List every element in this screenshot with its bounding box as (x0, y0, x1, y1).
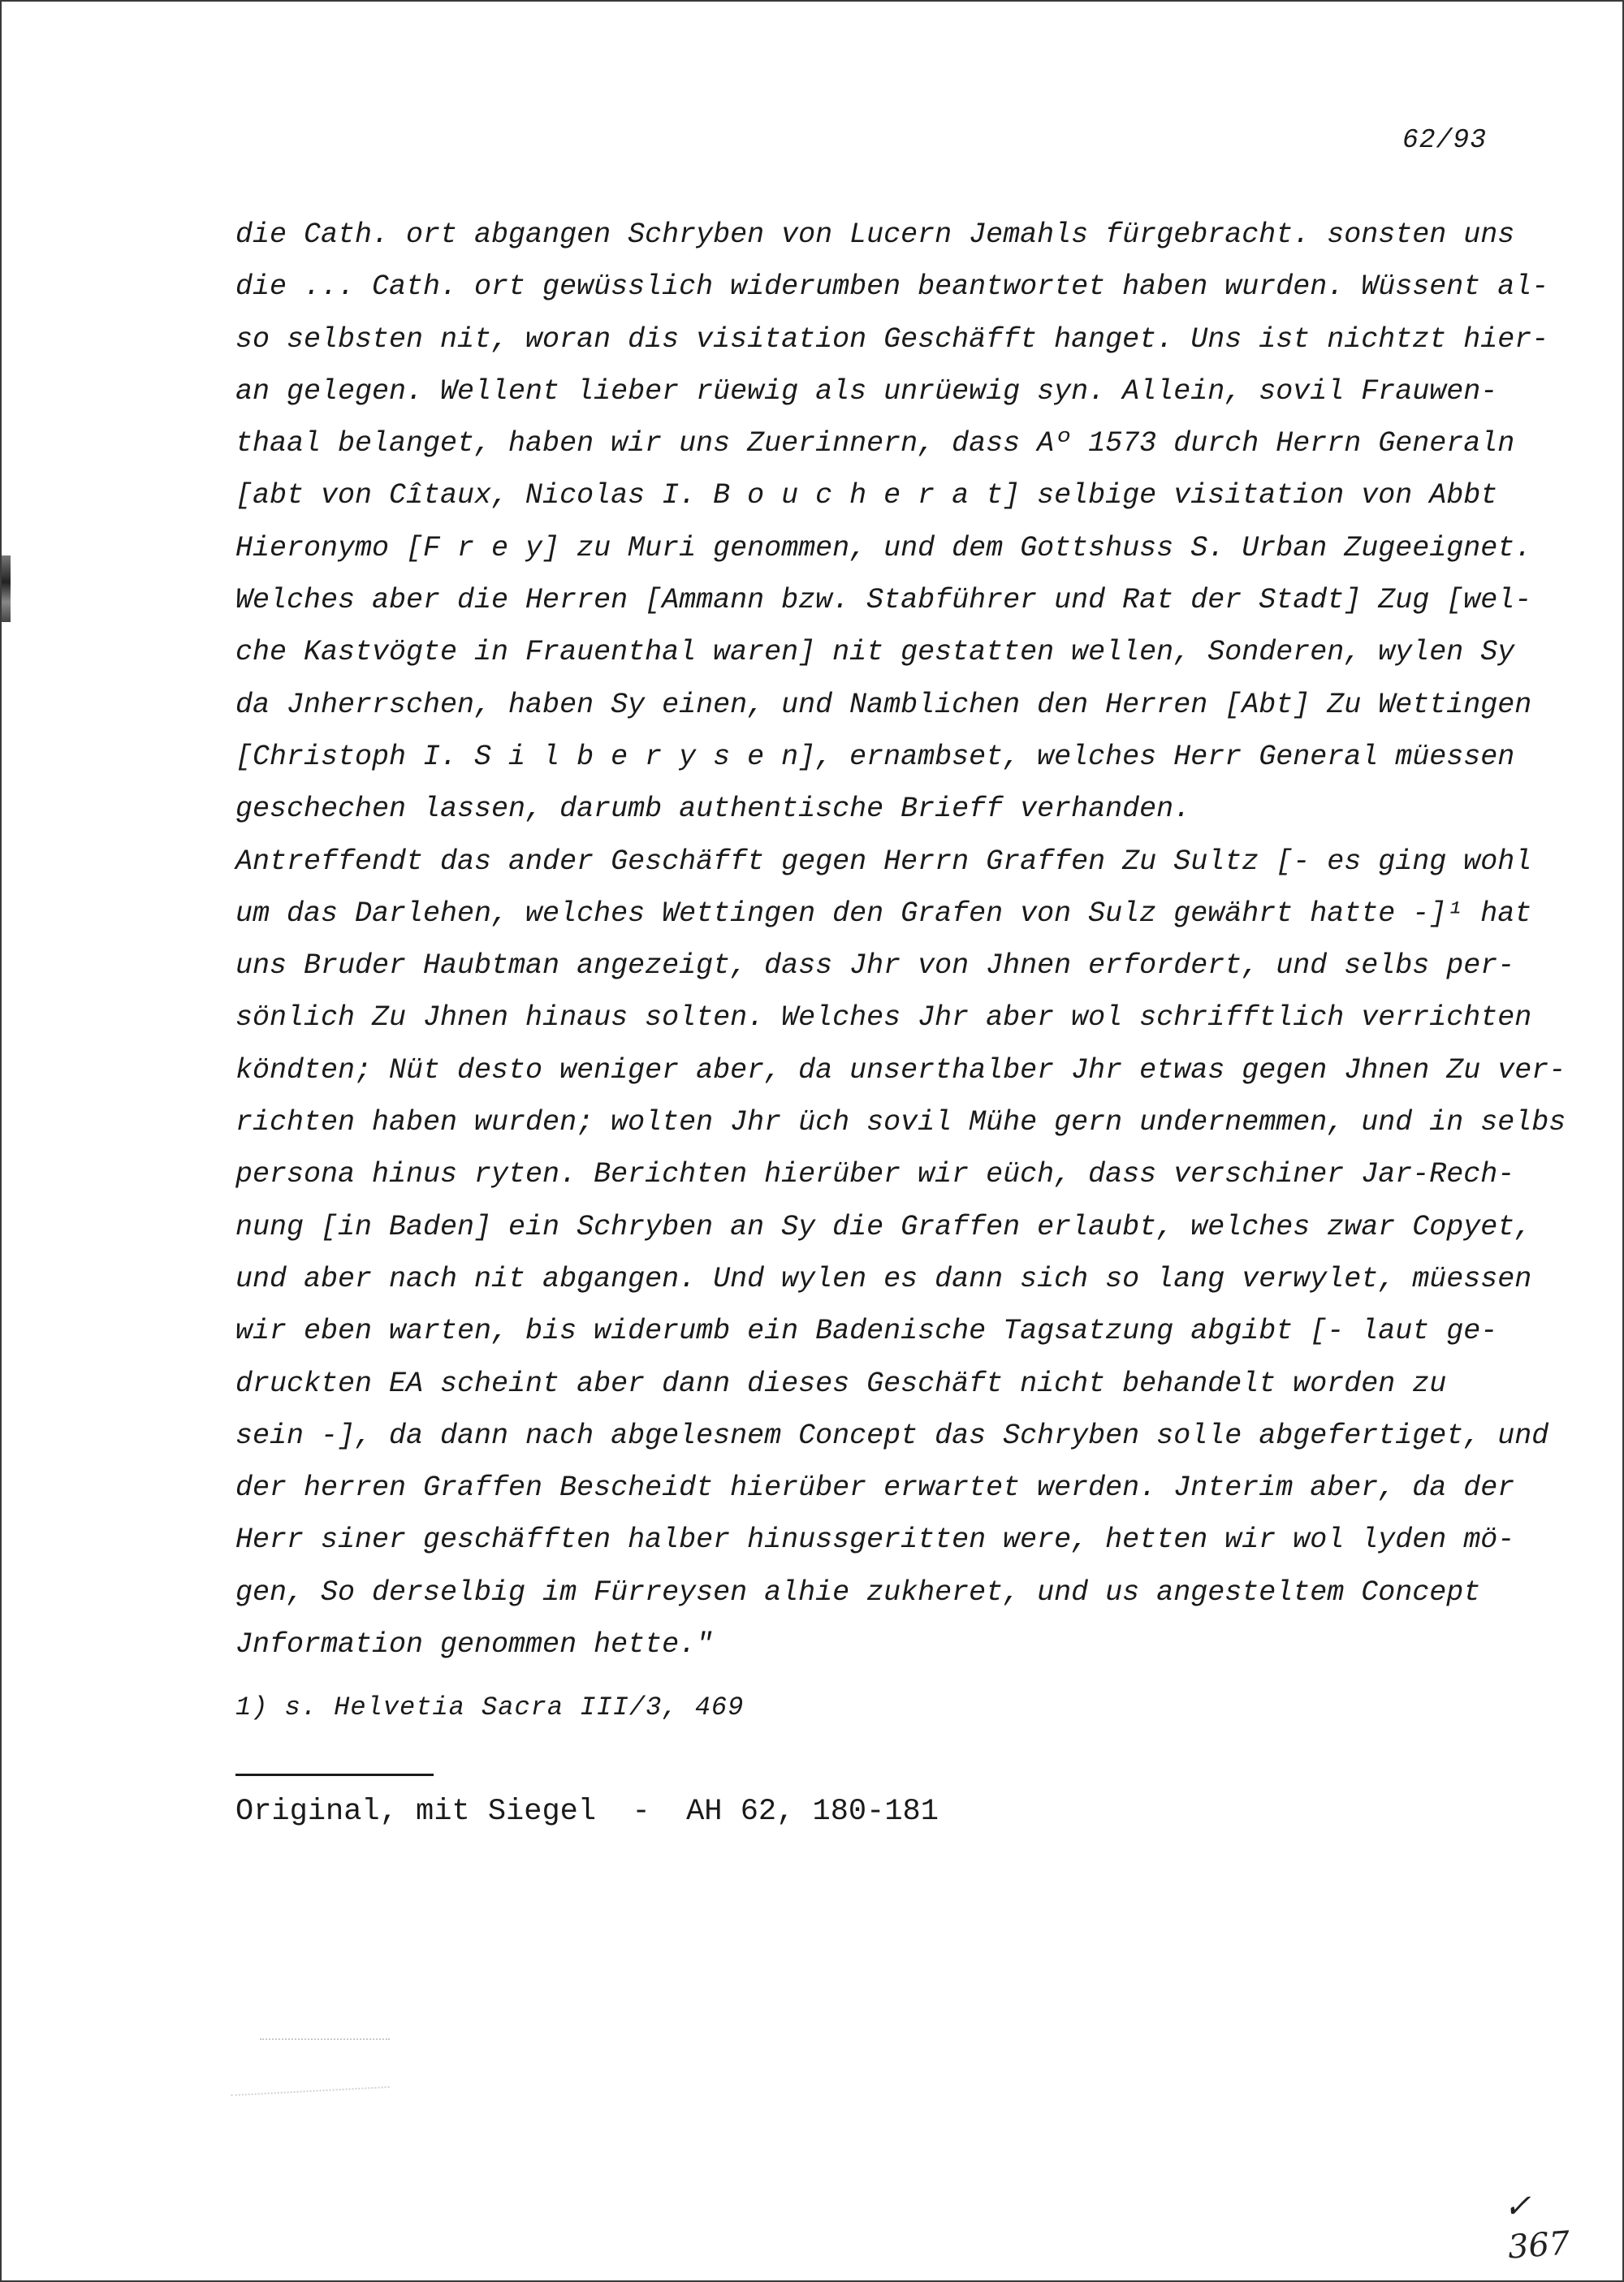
body-line: sönlich Zu Jhnen hinaus solten. Welches Jhr aber wol schrifftlich verrichten (235, 1001, 1532, 1035)
body-line: [abt von Cîtaux, Nicolas I. B o u c h e r a t] selbige visitation von Abbt (235, 479, 1498, 512)
source-note: Original, mit Siegel - AH 62, 180-181 (235, 1795, 939, 1829)
body-line: die Cath. ort abgangen Schryben von Lucern Jemahls fürgebracht. sonsten uns (235, 218, 1515, 251)
handwritten-page-number: 367 (1506, 2224, 1571, 2267)
body-line: che Kastvögte in Frauenthal waren] nit gestatten wellen, Sonderen, wylen Sy (235, 636, 1515, 669)
body-line: an gelegen. Wellent lieber rüewig als unrüewig syn. Allein, sovil Frauwen- (235, 374, 1498, 408)
body-line: so selbsten nit, woran dis visitation Geschäfft hanget. Uns ist nichtzt hier- (235, 322, 1549, 356)
body-line: Antreffendt das ander Geschäfft gegen Herrn Graffen Zu Sultz [- es ging wohl (235, 845, 1532, 878)
body-line: druckten EA scheint aber dann dieses Geschäft nicht behandelt worden zu (235, 1367, 1447, 1400)
body-line: Herr siner geschäfften halber hinussgeritten were, hetten wir wol lyden mö- (235, 1523, 1515, 1557)
body-line: um das Darlehen, welches Wettingen den Grafen von Sulz gewährt hatte -]¹ hat (235, 897, 1532, 930)
body-line: Welches aber die Herren [Ammann bzw. Stabführer und Rat der Stadt] Zug [wel- (235, 584, 1532, 617)
body-line: persona hinus ryten. Berichten hierüber wir eüch, dass verschiner Jar-Rech- (235, 1158, 1515, 1191)
body-line: köndten; Nüt desto weniger aber, da unserthalber Jhr etwas gegen Jhnen Zu ver- (235, 1053, 1566, 1087)
page-number: 62/93 (1402, 125, 1488, 155)
body-line: sein -], da dann nach abgelesnem Concept das Schryben solle abgefertiget, und (235, 1419, 1549, 1452)
body-line: uns Bruder Haubtman angezeigt, dass Jhr von Jhnen erfordert, und selbs per- (235, 949, 1515, 983)
body-line: [Christoph I. S i l b e r y s e n], ernambset, welches Herr General müessen (235, 740, 1515, 773)
letter-body (235, 209, 1566, 1670)
faint-smudge (231, 2086, 391, 2109)
body-line: Jnformation genommen hette." (235, 1628, 714, 1662)
footnote: 1) s. Helvetia Sacra III/3, 469 (235, 1692, 745, 1722)
body-line: gen, So derselbig im Fürreysen alhie zukheret, und us angesteltem Concept (235, 1575, 1481, 1609)
body-line: wir eben warten, bis widerumb ein Badenische Tagsatzung abgibt [- laut ge- (235, 1315, 1498, 1348)
checkmark-icon: ✓ (1504, 2188, 1531, 2225)
body-line: geschechen lassen, darumb authentische Brieff verhanden. (235, 793, 1191, 826)
body-line: der herren Graffen Bescheidt hierüber erwartet werden. Jnterim aber, da der (235, 1472, 1515, 1505)
body-line: thaal belanget, haben wir uns Zuerinnern, dass Aº 1573 durch Herrn Generaln (235, 427, 1515, 460)
body-line: Hieronymo [F r e y] zu Muri genommen, und dem Gottshuss S. Urban Zugeeignet. (235, 531, 1532, 564)
body-line: richten haben wurden; wolten Jhr üch sovil Mühe gern undernemmen, und in selbs (235, 1106, 1566, 1139)
separator-rule (235, 1774, 434, 1776)
binding-mark (2, 555, 11, 622)
body-line: die ... Cath. ort gewüsslich widerumben beantwortet haben wurden. Wüssent al- (235, 270, 1549, 304)
faint-smudge (260, 2038, 390, 2042)
body-line: da Jnherrschen, haben Sy einen, und Namblichen den Herren [Abt] Zu Wettingen (235, 688, 1532, 721)
body-line: nung [in Baden] ein Schryben an Sy die Graffen erlaubt, welches zwar Copyet, (235, 1210, 1532, 1243)
body-line: und aber nach nit abgangen. Und wylen es dann sich so lang verwylet, müessen (235, 1262, 1532, 1295)
